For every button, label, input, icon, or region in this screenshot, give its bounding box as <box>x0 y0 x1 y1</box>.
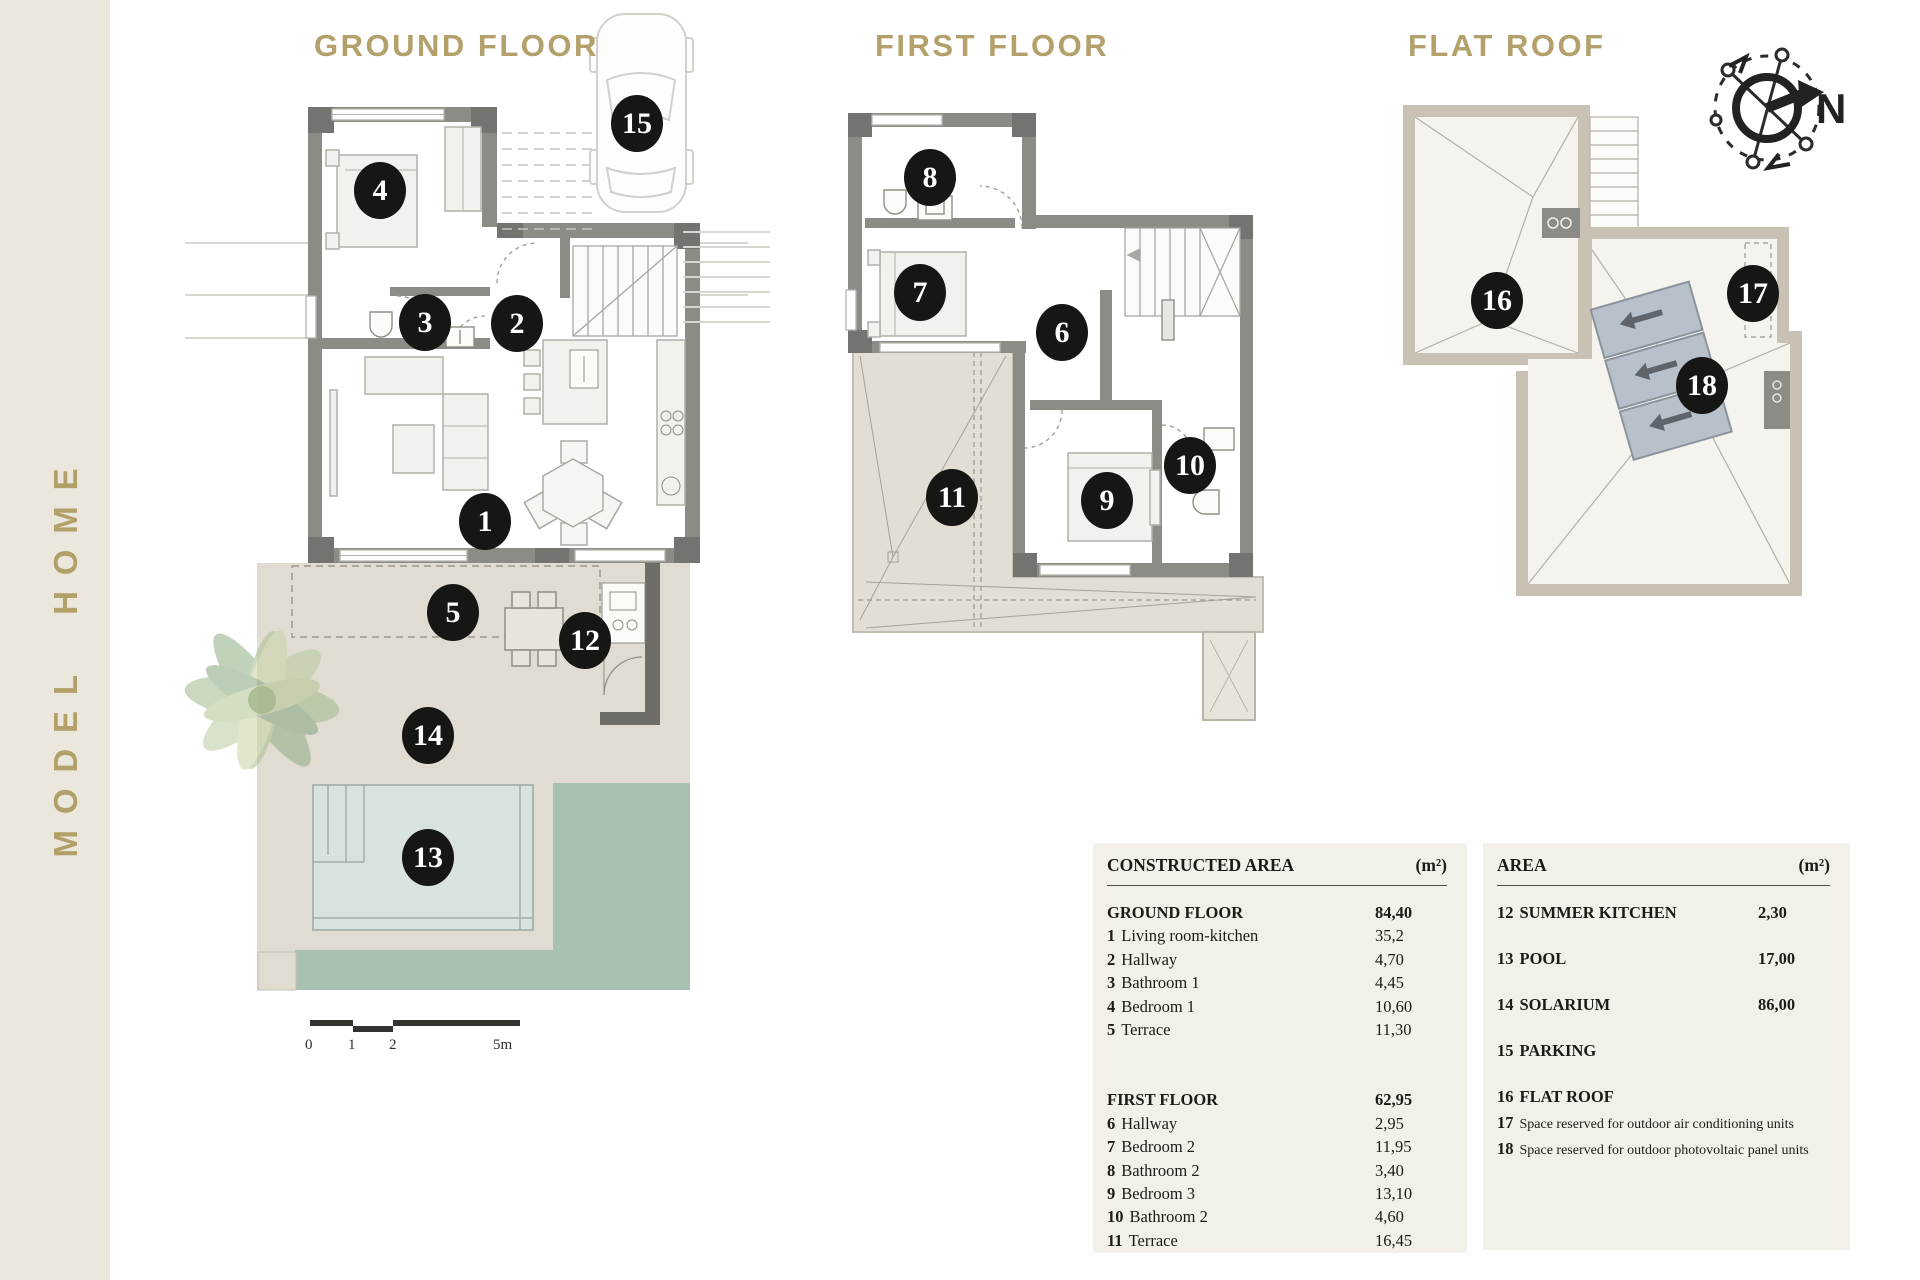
scale-label-1: 1 <box>348 1037 356 1053</box>
table-row: 16 FLAT ROOF <box>1497 1087 1614 1106</box>
table-row: 14 SOLARIUM 86,00 <box>1497 995 1796 1014</box>
table-row: 17 Space reserved for outdoor air conditioning units <box>1497 1113 1794 1132</box>
flat-roof-plan <box>1403 105 1802 596</box>
room-badge-15: 15 <box>611 95 663 152</box>
constructed-area-table <box>1093 843 1467 1253</box>
table-row: 8 Bathroom 2 3,40 <box>1107 1160 1404 1180</box>
room-badge-1: 1 <box>459 493 511 550</box>
area-table-title: AREA <box>1497 855 1547 875</box>
room-badge-9: 9 <box>1081 472 1133 529</box>
scale-label-0: 0 <box>305 1037 313 1053</box>
room-badge-6: 6 <box>1036 304 1088 361</box>
table-row: 9 Bedroom 3 13,10 <box>1107 1184 1413 1204</box>
room-badge-7: 7 <box>894 264 946 321</box>
table-row: 18 Space reserved for outdoor photovoltaic panel units <box>1497 1139 1809 1158</box>
table-row: GROUND FLOOR 84,40 <box>1107 903 1413 922</box>
room-badge-2: 2 <box>491 295 543 352</box>
constructed-table-title: CONSTRUCTED AREA <box>1107 855 1295 875</box>
scale-label-2: 2 <box>389 1037 397 1053</box>
table-row: 7 Bedroom 2 11,95 <box>1107 1137 1412 1157</box>
table-row: 5 Terrace 11,30 <box>1107 1020 1412 1040</box>
room-badge-4: 4 <box>354 162 406 219</box>
ground-floor-title: GROUND FLOOR <box>314 28 599 63</box>
table-row: 11 Terrace 16,45 <box>1107 1230 1413 1250</box>
first-floor-title: FIRST FLOOR <box>875 28 1110 63</box>
constructed-table-unit: (m²) <box>1415 855 1447 875</box>
room-badge-12: 12 <box>559 612 611 669</box>
table-row: 4 Bedroom 1 10,60 <box>1107 996 1413 1016</box>
room-badge-13: 13 <box>402 829 454 886</box>
compass-icon <box>1711 49 1846 168</box>
table-row: 6 Hallway 2,95 <box>1107 1113 1404 1133</box>
table-row: 13 POOL 17,00 <box>1497 949 1796 968</box>
scale-bar <box>310 1020 520 1032</box>
room-badge-5: 5 <box>427 584 479 641</box>
table-row: 10 Bathroom 2 4,60 <box>1107 1207 1404 1227</box>
sidebar <box>0 0 110 1280</box>
room-badge-3: 3 <box>399 294 451 351</box>
first-floor-section <box>1107 1088 1447 1252</box>
scale-label-5m: 5m <box>493 1037 513 1053</box>
table-row: 3 Bathroom 1 4,45 <box>1107 973 1404 993</box>
room-badge-14: 14 <box>402 707 454 764</box>
room-badge-8: 8 <box>904 149 956 206</box>
table-row: 15 PARKING <box>1497 1041 1597 1060</box>
room-badge-17: 17 <box>1727 265 1779 322</box>
table-row: 2 Hallway 4,70 <box>1107 949 1404 969</box>
table-row: FIRST FLOOR 62,95 <box>1107 1090 1413 1110</box>
room-badge-10: 10 <box>1164 437 1216 494</box>
room-badge-11: 11 <box>926 469 978 526</box>
table-row: 1 Living room-kitchen 35,2 <box>1107 926 1404 946</box>
room-badge-18: 18 <box>1676 357 1728 414</box>
room-badge-16: 16 <box>1471 272 1523 329</box>
flat-roof-title: FLAT ROOF <box>1408 28 1606 63</box>
table-row: 12 SUMMER KITCHEN 2,30 <box>1497 903 1787 922</box>
compass-north-label: N <box>1816 85 1847 132</box>
area-table-unit: (m²) <box>1798 855 1830 875</box>
ground-floor-section <box>1107 901 1447 1041</box>
brand-vertical-title: MODEL HOME <box>47 452 84 858</box>
first-floor-plan <box>683 113 1263 720</box>
outdoor-area-table <box>1483 843 1850 1250</box>
